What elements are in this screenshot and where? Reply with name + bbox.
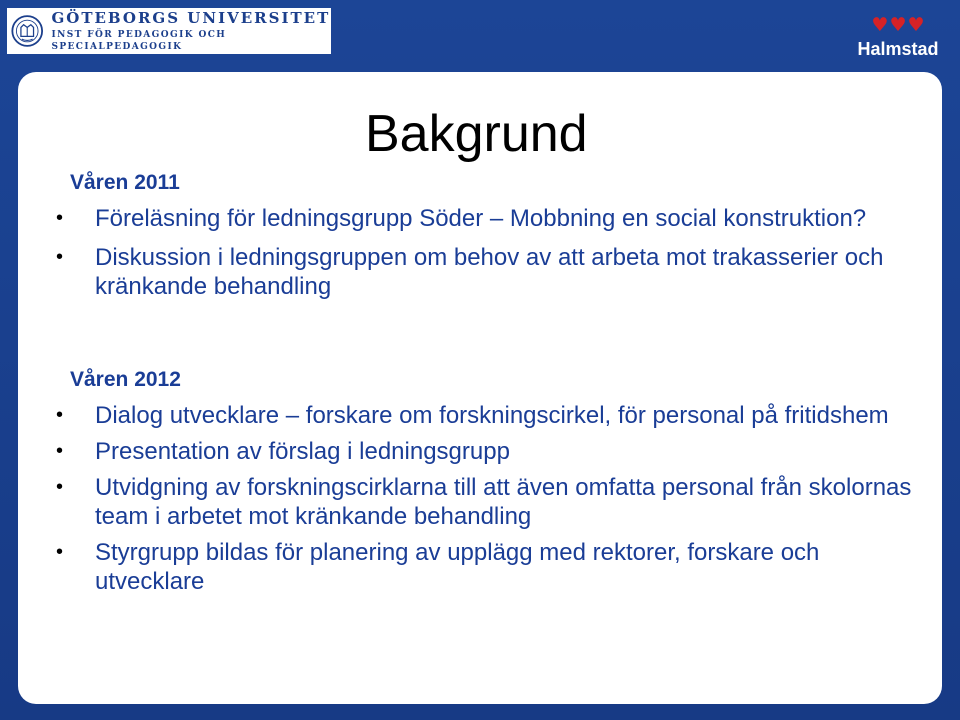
halmstad-logo <box>856 14 940 64</box>
heart-icon: ♥ <box>907 14 925 36</box>
heart-icon: ♥ <box>889 14 907 36</box>
list-item <box>54 401 914 430</box>
list-item <box>54 243 914 301</box>
list-item-text: Styrgrupp bildas för planering av upplägg med rektorer, forskare och utvecklare <box>95 539 820 595</box>
university-logo <box>7 8 331 54</box>
halmstad-hearts <box>871 14 924 36</box>
bullet-icon: • <box>56 440 64 462</box>
bullet-icon: • <box>56 207 64 229</box>
list-item-text: Föreläsning för ledningsgrupp Söder – Mobbning en social konstruktion? <box>95 205 867 232</box>
bullet-icon: • <box>56 404 64 426</box>
list-item-text: Dialog utvecklare – forskare om forskningscirkel, för personal på fritidshem <box>95 402 889 429</box>
university-seal-icon <box>11 13 43 49</box>
list-item-text: Presentation av förslag i ledningsgrupp <box>95 438 510 465</box>
bullet-icon: • <box>56 246 64 268</box>
partner-name: Halmstad <box>857 39 939 59</box>
list-item <box>54 538 914 596</box>
list-item <box>54 473 914 531</box>
university-name: GÖTEBORGS UNIVERSITET <box>51 9 331 27</box>
bullet-list-2011 <box>54 204 914 311</box>
bullet-icon: • <box>56 541 64 563</box>
slide-title: Bakgrund <box>365 105 588 163</box>
section-heading-2012: Våren 2012 <box>70 368 181 391</box>
department-name: INST FÖR PEDAGOGIK OCH SPECIALPEDAGOGIK <box>51 30 227 52</box>
bullet-icon: • <box>56 476 64 498</box>
list-item-text: Utvidgning av forskningscirklarna till att även omfatta personal från skolornas team i arbetet mot kränkande behandling <box>95 474 912 530</box>
heart-icon: ♥ <box>871 14 889 36</box>
list-item <box>54 204 914 233</box>
section-heading-2011: Våren 2011 <box>70 171 180 194</box>
list-item-text: Diskussion i ledningsgruppen om behov av att arbeta mot trakasserier och kränkande behandling <box>95 244 884 300</box>
list-item <box>54 437 914 466</box>
bullet-list-2012 <box>54 401 914 603</box>
